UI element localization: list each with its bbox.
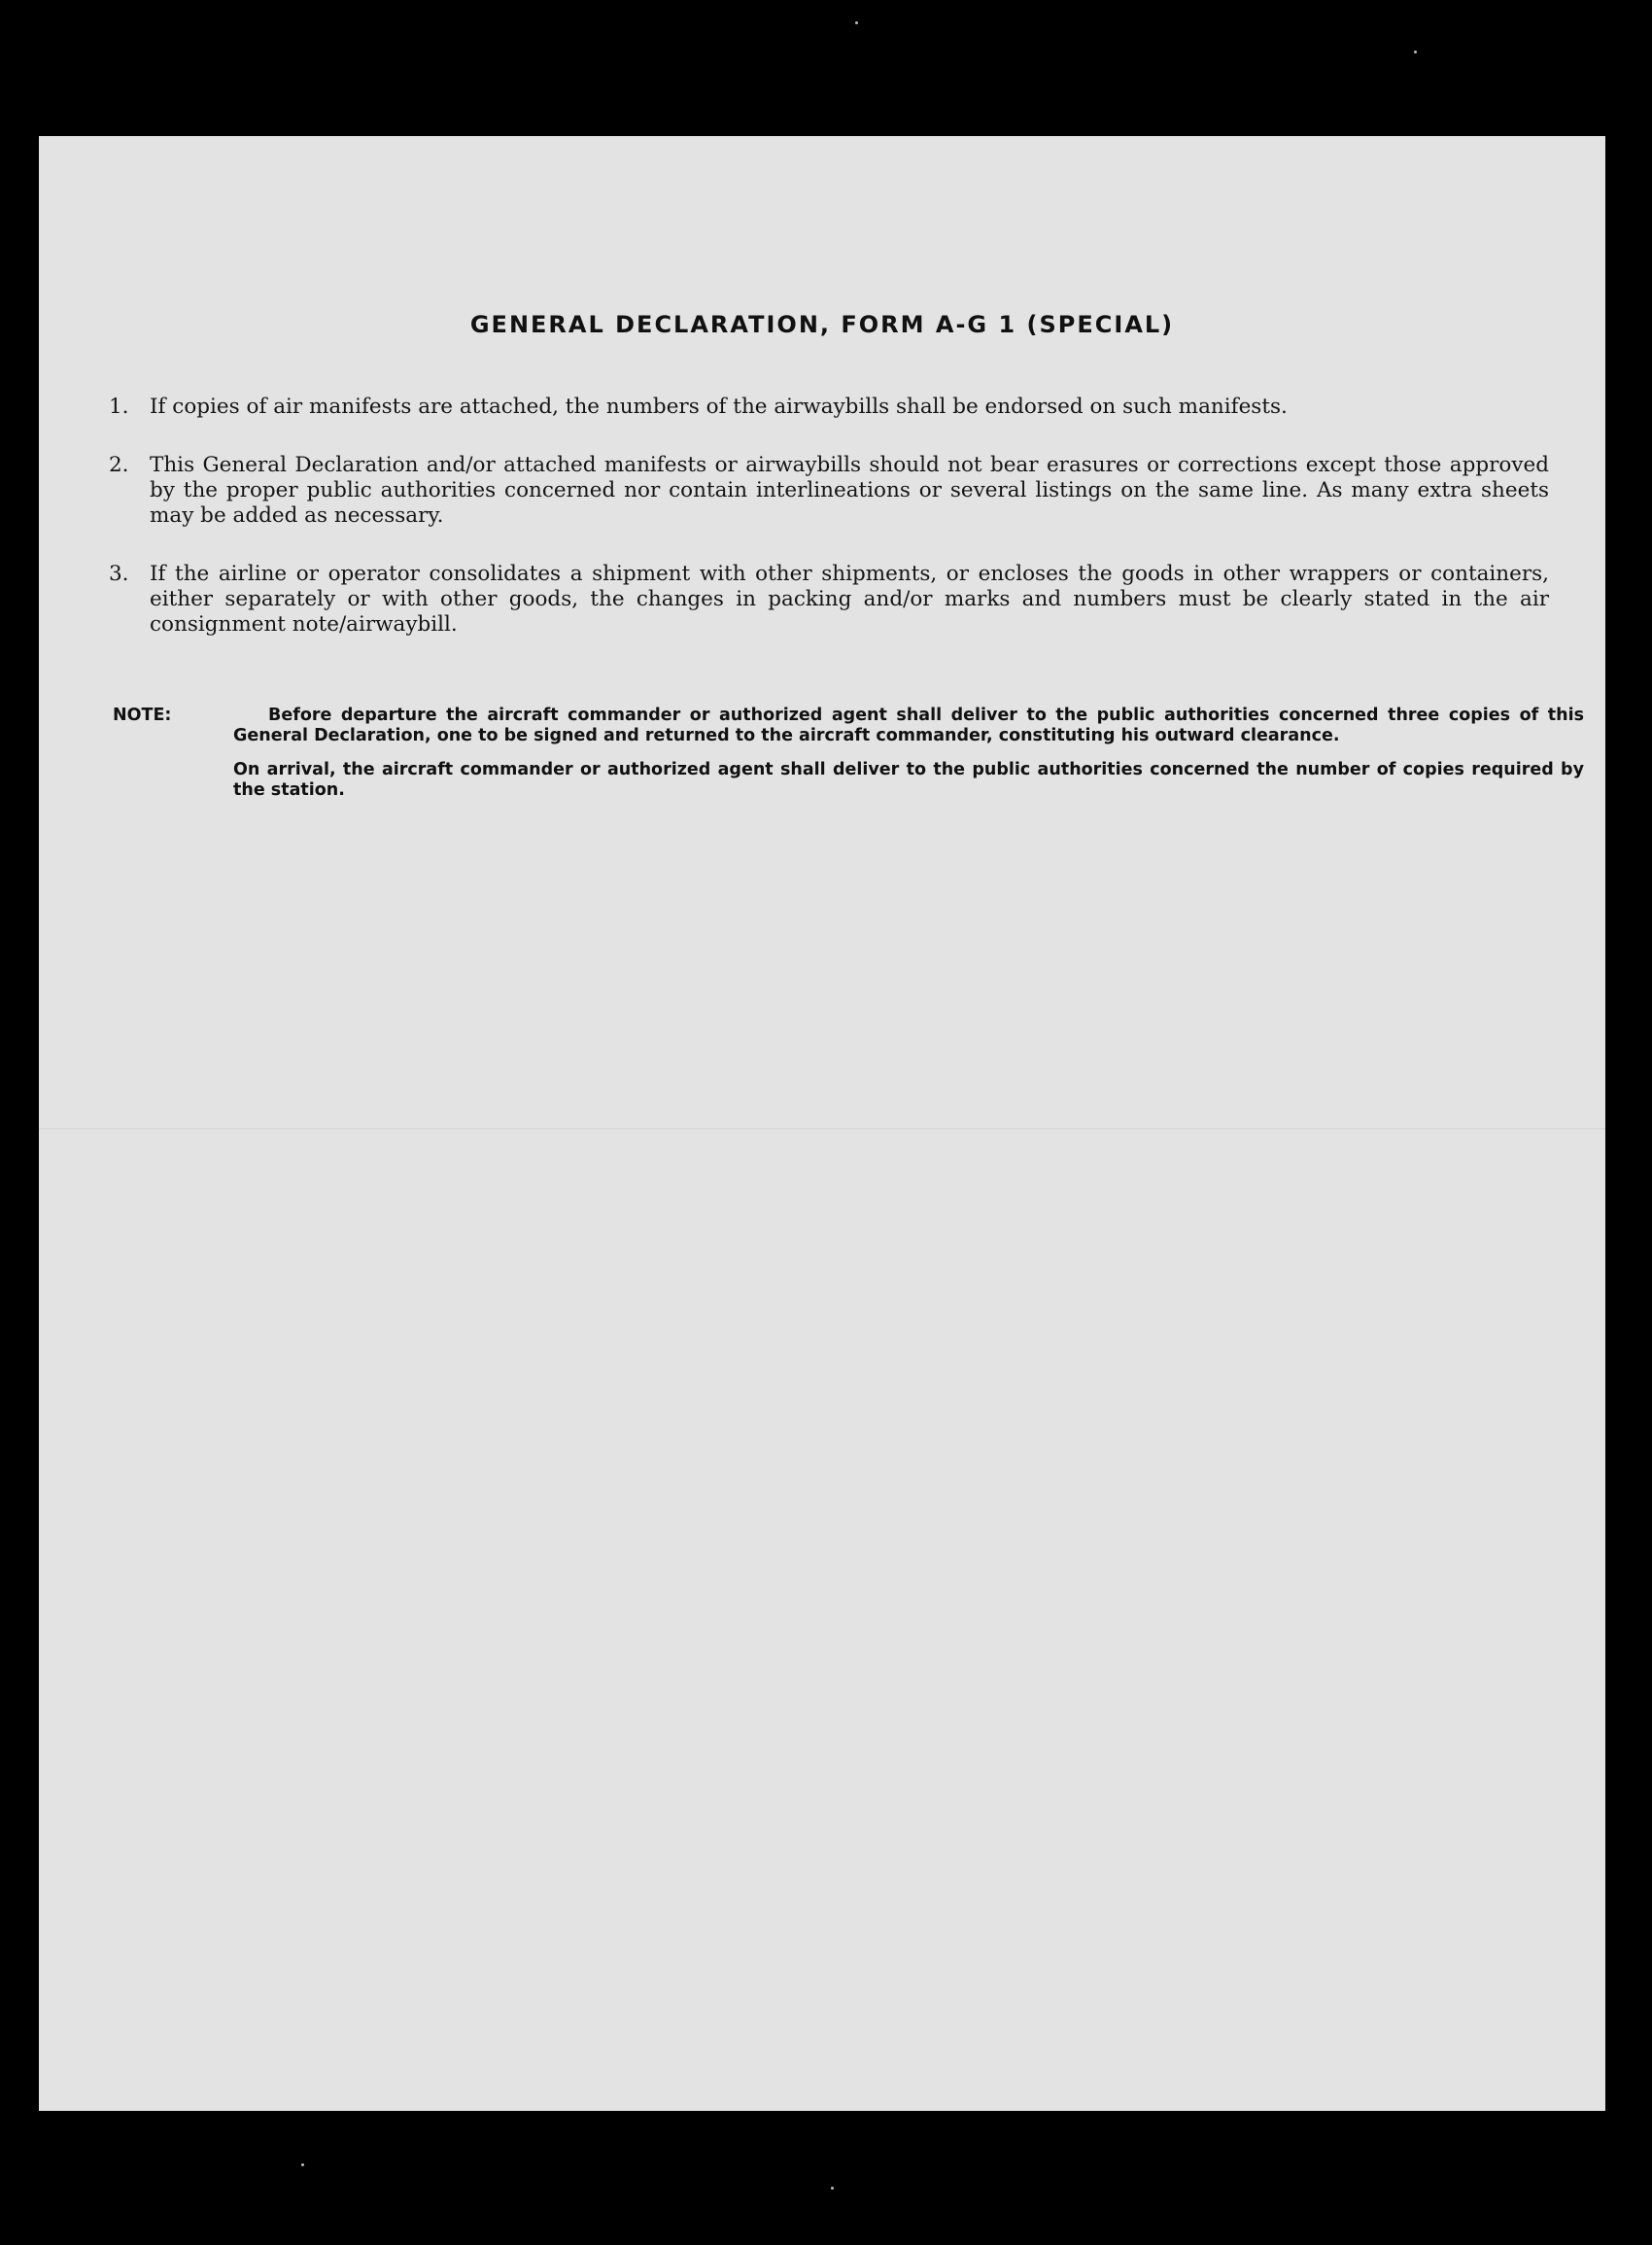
instruction-list xyxy=(109,395,1549,638)
item-text: If the airline or operator consolidates a shipment with other shipments, or encloses the goods in other wrappers or containers, either separately or with other goods, the changes in packing and/or marks and numbers must be clearly stated in the air consignment note/airwaybill. xyxy=(150,562,1549,637)
scan-speck xyxy=(855,21,858,24)
scan-speck xyxy=(1414,51,1417,53)
item-number: 2. xyxy=(109,453,129,477)
note-text: Before departure the aircraft commander or authorized agent shall deliver to the public authorities concerned three copies of this General Declaration, one to be signed and returned to the aircraft commander, constituting his outward clearance. xyxy=(233,706,1584,745)
document-title: GENERAL DECLARATION, FORM A-G 1 (SPECIAL) xyxy=(469,311,1175,338)
item-text: This General Declaration and/or attached manifests or airwaybills should not bear erasures or corrections except those approved by the proper public authorities concerned nor contain interlineations or several listings on the same line. As many extra sheets may be added as necessary. xyxy=(150,453,1549,528)
note-section xyxy=(113,706,1584,801)
item-text: If copies of air manifests are attached, the numbers of the airwaybills shall be endorsed on such manifests. xyxy=(150,395,1288,419)
scan-speck xyxy=(301,2163,304,2166)
instruction-item xyxy=(109,562,1549,638)
note-paragraph: On arrival, the aircraft commander or authorized agent shall deliver to the public authorities concerned the number of copies required by the station. xyxy=(233,760,1584,800)
scan-speck xyxy=(831,2187,834,2190)
document-page xyxy=(39,136,1605,2111)
note-label: NOTE: xyxy=(113,706,172,725)
item-number: 3. xyxy=(109,562,129,586)
instruction-item xyxy=(109,453,1549,529)
item-number: 1. xyxy=(109,395,129,419)
fold-line xyxy=(39,1128,1605,1129)
note-paragraph xyxy=(233,706,1584,746)
instruction-item xyxy=(109,395,1549,420)
